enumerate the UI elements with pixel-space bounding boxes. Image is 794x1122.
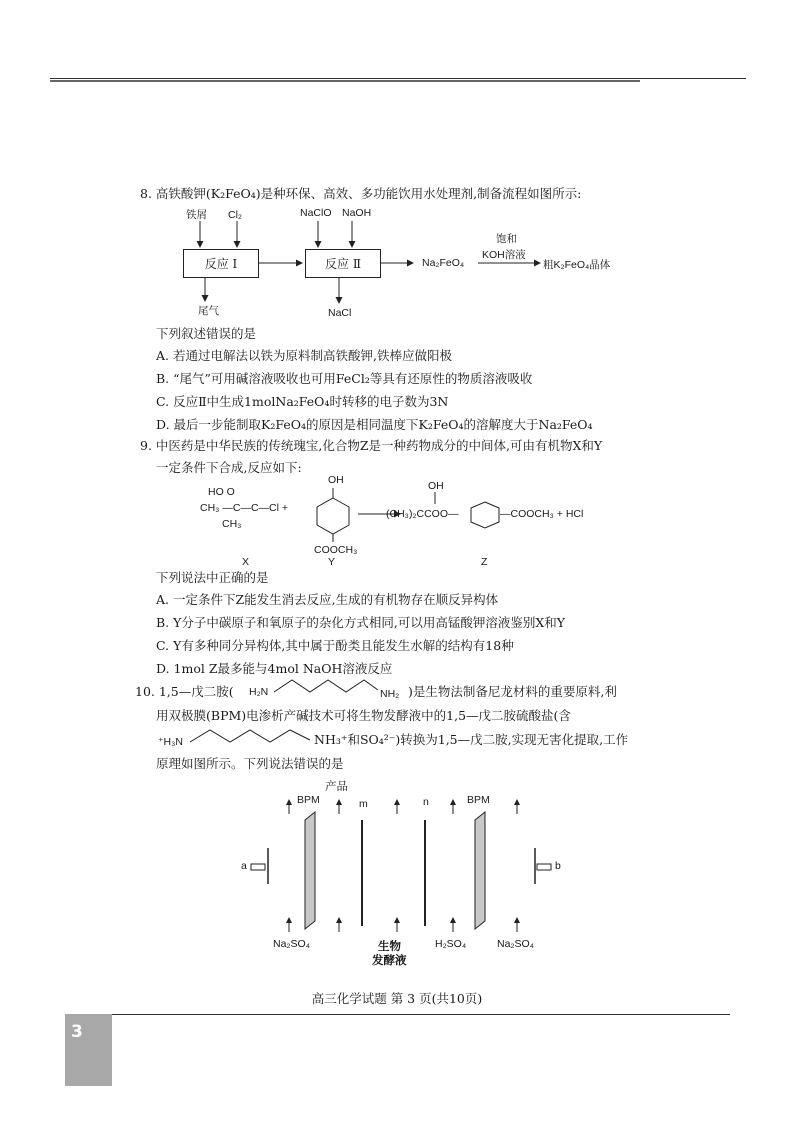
label-electrode-a: a — [241, 860, 247, 872]
q9-reaction-scheme — [200, 470, 620, 570]
q8-option-d: D. 最后一步能制取K₂FeO₄的原因是相同温度下K₂FeO₄的溶解度大于Na₂FeO₄ — [156, 417, 593, 432]
flow-input-naoh: NaOH — [342, 207, 372, 219]
q9-stem-line1: 9. 中医药是中华民族的传统瑰宝,化合物Z是一种药物成分的中间体,可由有机物X和Y — [140, 438, 603, 453]
label-inlet-h2so4: H₂SO₄ — [435, 938, 467, 950]
q10-line1-nh2: NH₂ — [380, 688, 400, 700]
q9-structures — [200, 470, 620, 570]
flow-box-reaction-2: 反应 Ⅱ — [305, 249, 381, 278]
z-left-group: (CH₃)₂CCOO— — [386, 508, 459, 520]
header-rule — [50, 78, 746, 79]
flow-output-tail-gas: 尾气 — [198, 305, 219, 317]
label-z: Z — [481, 556, 488, 568]
y-ester-group: COOCH₃ — [314, 544, 358, 556]
q10-line1-end: )是生物法制备尼龙材料的重要原料,利 — [408, 684, 617, 699]
label-product: 产品 — [325, 781, 348, 793]
q9-stem-line2: 一定条件下合成,反应如下: — [156, 460, 302, 475]
q9-question: 下列说法中正确的是 — [156, 570, 269, 585]
q10-line1-zigzag — [272, 676, 380, 698]
flow-final-product: 粗K₂FeO₄晶体 — [543, 259, 611, 271]
x-top-groups: HO O — [208, 486, 235, 498]
footer-rule — [112, 1014, 730, 1015]
q8-flow-diagram — [160, 205, 660, 323]
flow-input-cl2: Cl₂ — [228, 209, 242, 221]
q10-line3-end: NH₃⁺和SO₄²⁻)转换为1,5—戊二胺,实现无害化提取,工作 — [314, 732, 629, 747]
x-main-chain: CH₃ —C—C—Cl + — [200, 502, 288, 514]
page-footer: 高三化学试题 第 3 页(共10页) — [311, 991, 483, 1006]
q8-option-c: C. 反应Ⅱ中生成1molNa₂FeO₄时转移的电子数为3N — [156, 394, 449, 409]
flow-output-nacl: NaCl — [328, 307, 352, 319]
q8-option-b: B. “尾气”可用碱溶液吸收也可用FeCl₂等具有还原性的物质溶液吸收 — [156, 371, 533, 386]
q10-line3-zigzag — [188, 726, 312, 748]
label-membrane-m: m — [359, 798, 368, 810]
flow-input-naclo: NaClO — [300, 207, 332, 219]
page-number: 3 — [71, 1022, 83, 1042]
q10-line2: 用双极膜(BPM)电渗析产碱技术可将生物发酵液中的1,5—戊二胺硫酸盐(含 — [156, 708, 571, 723]
q9-option-b: B. Y分子中碳原子和氧原子的杂化方式相同,可以用高锰酸钾溶液鉴别X和Y — [156, 615, 566, 630]
q8-stem: 8. 高铁酸钾(K₂FeO₄)是种环保、高效、多功能饮用水处理剂,制备流程如图所示: — [140, 186, 582, 201]
q10-line1-start: 10. 1,5—戊二胺( — [135, 684, 234, 699]
label-inlet-na2so4-left: Na₂SO₄ — [273, 938, 310, 950]
flow-box-reaction-1: 反应 Ⅰ — [183, 249, 259, 278]
q8-question: 下列叙述错误的是 — [156, 326, 257, 341]
label-electrode-b: b — [555, 860, 561, 872]
flow-input-iron: 铁屑 — [186, 209, 207, 221]
label-x: X — [242, 556, 250, 568]
y-hydroxyl: OH — [328, 474, 344, 486]
label-inlet-na2so4-right: Na₂SO₄ — [497, 938, 534, 950]
label-bpm-left: BPM — [297, 794, 320, 806]
label-bpm-right: BPM — [467, 794, 490, 806]
q10-line1-h2n: H₂N — [249, 686, 269, 698]
q8-option-a: A. 若通过电解法以铁为原料制高铁酸钾,铁棒应做阳极 — [156, 348, 452, 363]
x-bottom-methyl: CH₃ — [222, 518, 242, 530]
q9-option-a: A. 一定条件下Z能发生消去反应,生成的有机物存在顺反异构体 — [156, 592, 499, 607]
flow-reagent-line1: 饱和 — [496, 233, 517, 245]
label-y: Y — [328, 556, 336, 568]
flow-reagent-line2: KOH溶液 — [482, 249, 526, 261]
q9-option-c: C. Y有多种同分异构体,其中属于酚类且能发生水解的结构有18种 — [156, 638, 514, 653]
q9-option-d: D. 1mol Z最多能与4mol NaOH溶液反应 — [156, 661, 393, 676]
label-inlet-bio-1: 生物 — [378, 941, 401, 953]
z-hydroxyl: OH — [428, 480, 444, 492]
q10-bpm-diagram — [235, 776, 565, 981]
flow-product: Na₂FeO₄ — [422, 257, 465, 269]
q10-line4: 原理如图所示。下列说法错误的是 — [156, 756, 344, 771]
header-rule-thick — [50, 80, 640, 82]
label-membrane-n: n — [423, 796, 429, 808]
z-right-group: —COOCH₃ + HCl — [500, 508, 584, 520]
label-inlet-bio-2: 发酵液 — [372, 955, 407, 967]
q10-line3-h3n: ⁺H₃N — [158, 736, 183, 748]
